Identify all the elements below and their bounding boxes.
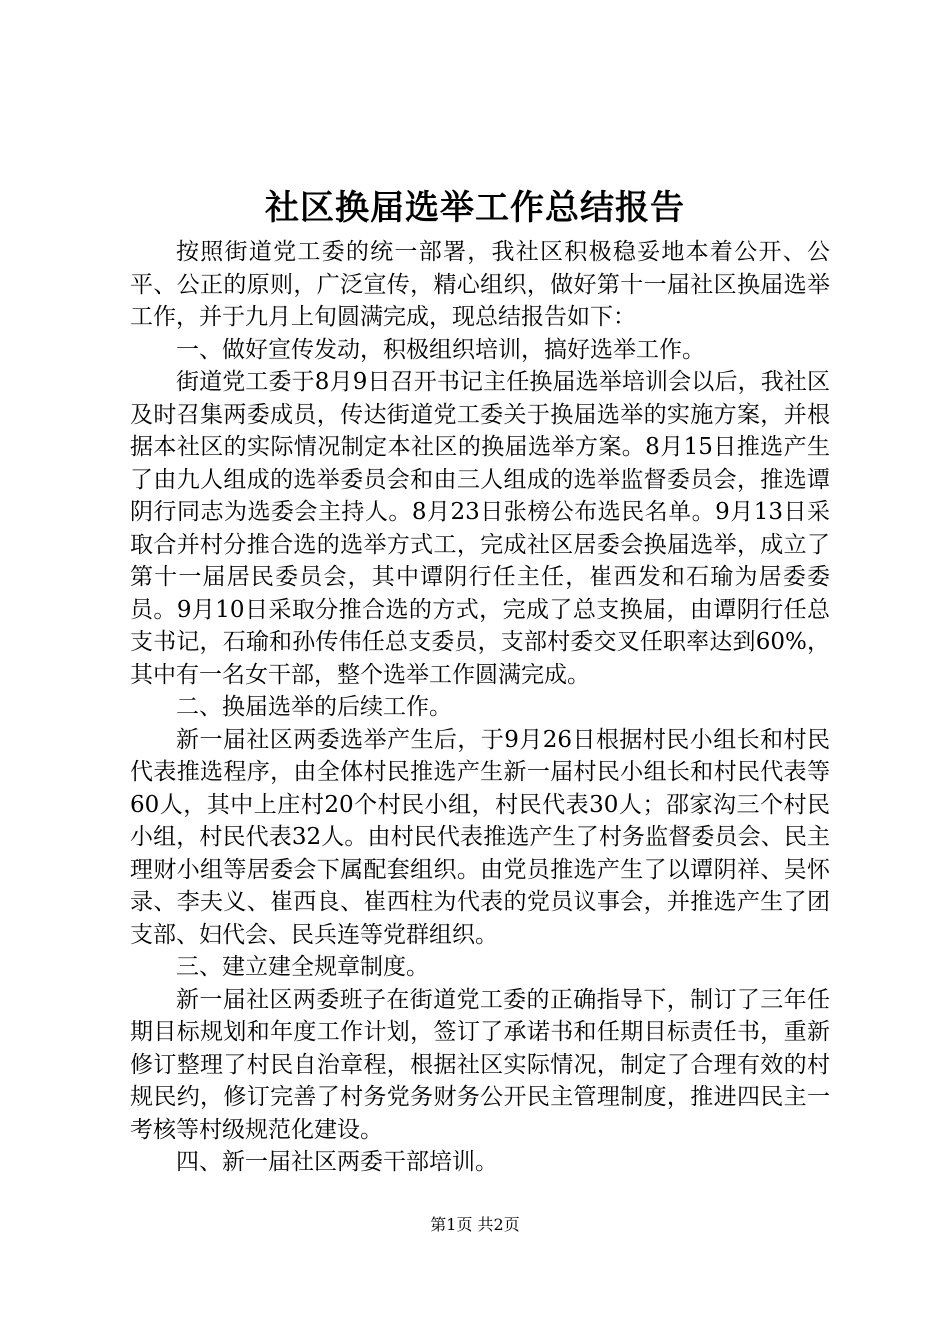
section-heading-1: 一、做好宣传发动，积极组织培训，搞好选举工作。	[176, 336, 705, 363]
document-title: 社区换届选举工作总结报告	[265, 188, 685, 228]
paragraph-intro: 按照街道党工委的统一部署，我社区积极稳妥地本着公开、公平、公正的原则，广泛宣传，精心组织，做好第十一届社区换届选举工作，并于九月上旬圆满完成，现总结报告如下：	[130, 239, 830, 330]
page-footer: 第1页 共2页	[430, 1215, 520, 1234]
paragraph-section-2: 新一届社区两委选举产生后，于9月26日根据村民小组长和村民代表推选程序，由全体村民推选产生新一届村民小组长和村民代表等60人，其中上庄村20个村民小组，村民代表30人；邵家沟三个村民小组，村民代表32人。由村民代表推选产生了村务监督委员会、民主理财小组等居委会下属配套组织。由党员推选产生了以谭阴祥、吴怀录、李夫义、崔西良、崔西柱为代表的党员议事会，并推选产生了团支部、妇代会、民兵连等党群组织。	[130, 726, 830, 948]
section-heading-4: 四、新一届社区两委干部培训。	[176, 1149, 498, 1175]
section-heading-3: 三、建立建全规章制度。	[176, 954, 429, 980]
paragraph-section-3: 新一届社区两委班子在街道党工委的正确指导下，制订了三年任期目标规划和年度工作计划，签订了承诺书和任期目标责任书，重新修订整理了村民自治章程，根据社区实际情况，制定了合理有效的村规民约，修订完善了村务党务财务公开民主管理制度，推进四民主一考核等村级规范化建设。	[130, 986, 830, 1143]
section-heading-2: 二、换届选举的后续工作。	[176, 694, 452, 720]
document-body	[130, 236, 830, 1179]
paragraph-section-1: 街道党工委于8月9日召开书记主任换届选举培训会以后，我社区及时召集两委成员，传达街道党工委关于换届选举的实施方案，并根据本社区的实际情况制定本社区的换届选举方案。8月15日推选产生了由九人组成的选举委员会和由三人组成的选举监督委员会，推选谭阴行同志为选委会主持人。8月23日张榜公布选民名单。9月13日采取合并村分推合选的选举方式工，完成社区居委会换届选举，成立了第十一届居民委员会，其中谭阴行任主任，崔西发和石瑜为居委委员。9月10日采取分推合选的方式，完成了总支换届，由谭阴行任总支书记，石瑜和孙传伟任总支委员，支部村委交叉任职率达到60%，其中有一名女干部，整个选举工作圆满完成。	[130, 369, 830, 688]
